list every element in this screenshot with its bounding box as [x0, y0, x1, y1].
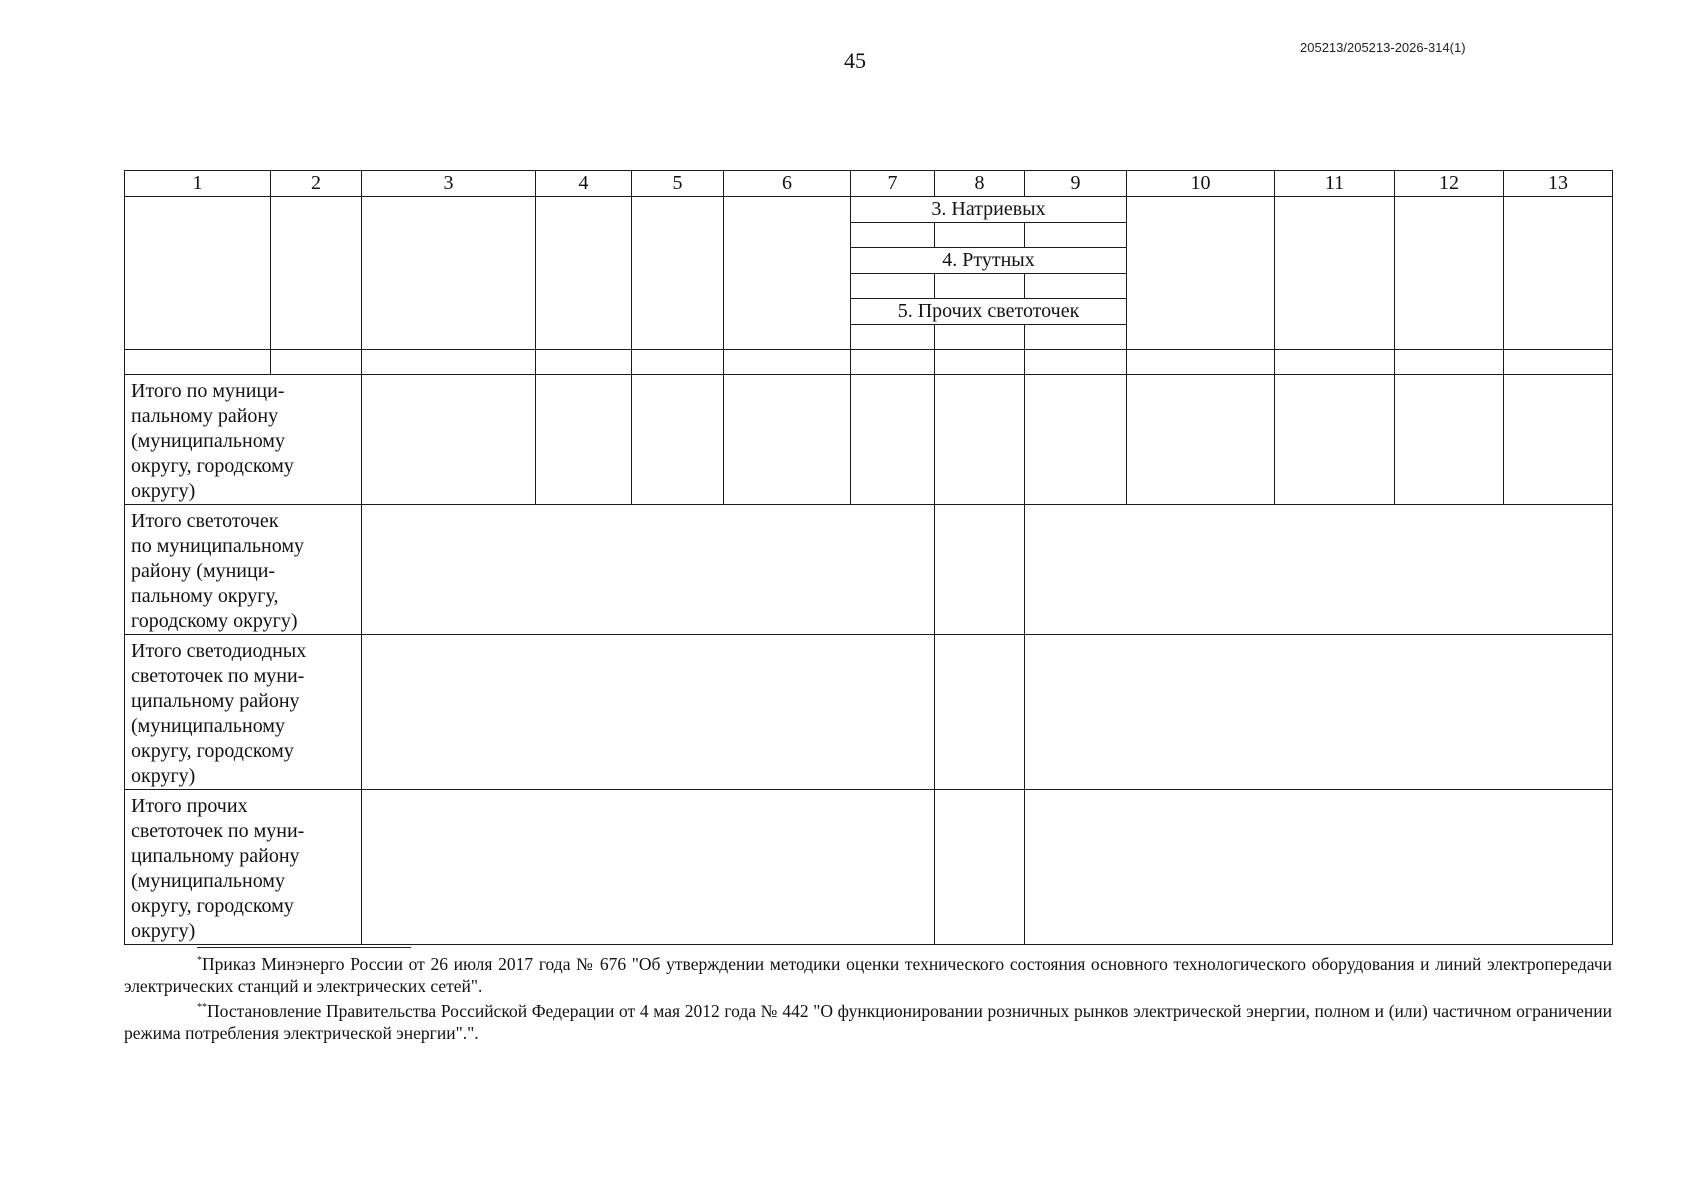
total-row-label: Итого светодиодных светоточек по муни- ципальному району (муниципальному округу, городскому округу): [125, 635, 362, 790]
column-number: 4: [536, 171, 632, 197]
table-cell: [362, 505, 935, 635]
table-cell: [362, 350, 536, 375]
footnote-1: [124, 950, 1612, 997]
table-cell: [724, 197, 851, 350]
table-row: [125, 635, 1613, 790]
column-number: 5: [632, 171, 724, 197]
table-cell: [125, 350, 271, 375]
table-cell: [632, 375, 724, 505]
table-cell: [935, 325, 1025, 350]
table-cell: [1025, 505, 1613, 635]
table-cell: [851, 274, 935, 299]
table-cell: [1025, 325, 1127, 350]
table-cell: [1275, 350, 1395, 375]
table-cell: [1025, 274, 1127, 299]
footnote-mark: *: [197, 955, 202, 966]
page-number: 45: [844, 48, 866, 73]
table-cell: [362, 790, 935, 945]
table-cell: [724, 350, 851, 375]
table-cell: [1025, 375, 1127, 505]
table-cell: [632, 350, 724, 375]
table-cell: [1025, 790, 1613, 945]
table-cell: [1025, 635, 1613, 790]
column-number: 11: [1275, 171, 1395, 197]
table-cell: [1395, 375, 1504, 505]
total-row-label: Итого прочих светоточек по муни- ципальному району (муниципальному округу, городскому округу): [125, 790, 362, 945]
table-row: [125, 375, 1613, 505]
table-row: [125, 350, 1613, 375]
column-number: 13: [1504, 171, 1613, 197]
table-cell: [935, 505, 1025, 635]
footnote-2: [124, 997, 1612, 1044]
table-cell: [632, 197, 724, 350]
footnote-separator: [197, 947, 411, 948]
footnotes: [124, 950, 1612, 1044]
column-number: 12: [1395, 171, 1504, 197]
total-row-label: Итого светоточек по муниципальному району (муници- пальному округу, городскому округу): [125, 505, 362, 635]
table-cell: [125, 197, 271, 350]
lighting-table: [124, 170, 1613, 945]
table-cell: [1025, 223, 1127, 248]
table-cell: [536, 350, 632, 375]
table-row: [125, 197, 1613, 223]
column-number: 1: [125, 171, 271, 197]
table-cell: [935, 350, 1025, 375]
table-cell: [362, 197, 536, 350]
table-cell: [724, 375, 851, 505]
table-cell: [1275, 197, 1395, 350]
table-cell: [935, 790, 1025, 945]
table-cell: [536, 375, 632, 505]
footnote-text: Приказ Минэнерго России от 26 июля 2017 года № 676 "Об утверждении методики оценки технического состояния основного технологического оборудования и линий электропередачи электрических станций и электрических сетей".: [124, 953, 1612, 996]
table-cell: [1395, 197, 1504, 350]
lamp-type-mercury: 4. Ртутных: [851, 248, 1127, 274]
table-cell: [1395, 350, 1504, 375]
table-cell: [851, 375, 935, 505]
table-cell: [1504, 350, 1613, 375]
table-row: [125, 790, 1613, 945]
table-cell: [536, 197, 632, 350]
document-code: 205213/205213-2026-314(1): [1300, 40, 1466, 55]
table-cell: [362, 635, 935, 790]
column-number-row: [125, 171, 1613, 197]
table-cell: [1127, 197, 1275, 350]
column-number: 9: [1025, 171, 1127, 197]
column-number: 3: [362, 171, 536, 197]
table-cell: [935, 274, 1025, 299]
table-cell: [1275, 375, 1395, 505]
table-cell: [1025, 350, 1127, 375]
table-cell: [851, 325, 935, 350]
total-row-label: Итого по муници- пальному району (муниципальному округу, городскому округу): [125, 375, 362, 505]
column-number: 10: [1127, 171, 1275, 197]
table-cell: [1504, 197, 1613, 350]
table-cell: [1127, 375, 1275, 505]
table-cell: [935, 375, 1025, 505]
table-cell: [1127, 350, 1275, 375]
lamp-type-other: 5. Прочих светоточек: [851, 299, 1127, 325]
column-number: 8: [935, 171, 1025, 197]
table-cell: [1504, 375, 1613, 505]
column-number: 6: [724, 171, 851, 197]
table-cell: [271, 197, 362, 350]
table-cell: [935, 635, 1025, 790]
table-cell: [851, 350, 935, 375]
column-number: 2: [271, 171, 362, 197]
lamp-type-sodium: 3. Натриевых: [851, 197, 1127, 223]
column-number: 7: [851, 171, 935, 197]
table-cell: [851, 223, 935, 248]
footnote-text: Постановление Правительства Российской Федерации от 4 мая 2012 года № 442 "О функционировании розничных рынков электрической энергии, полном и (или) частичном ограничении режима потребления электрической энергии".".: [124, 1000, 1612, 1043]
table-cell: [271, 350, 362, 375]
table-row: [125, 505, 1613, 635]
footnote-mark: **: [197, 1001, 207, 1013]
table-cell: [935, 223, 1025, 248]
table-cell: [362, 375, 536, 505]
